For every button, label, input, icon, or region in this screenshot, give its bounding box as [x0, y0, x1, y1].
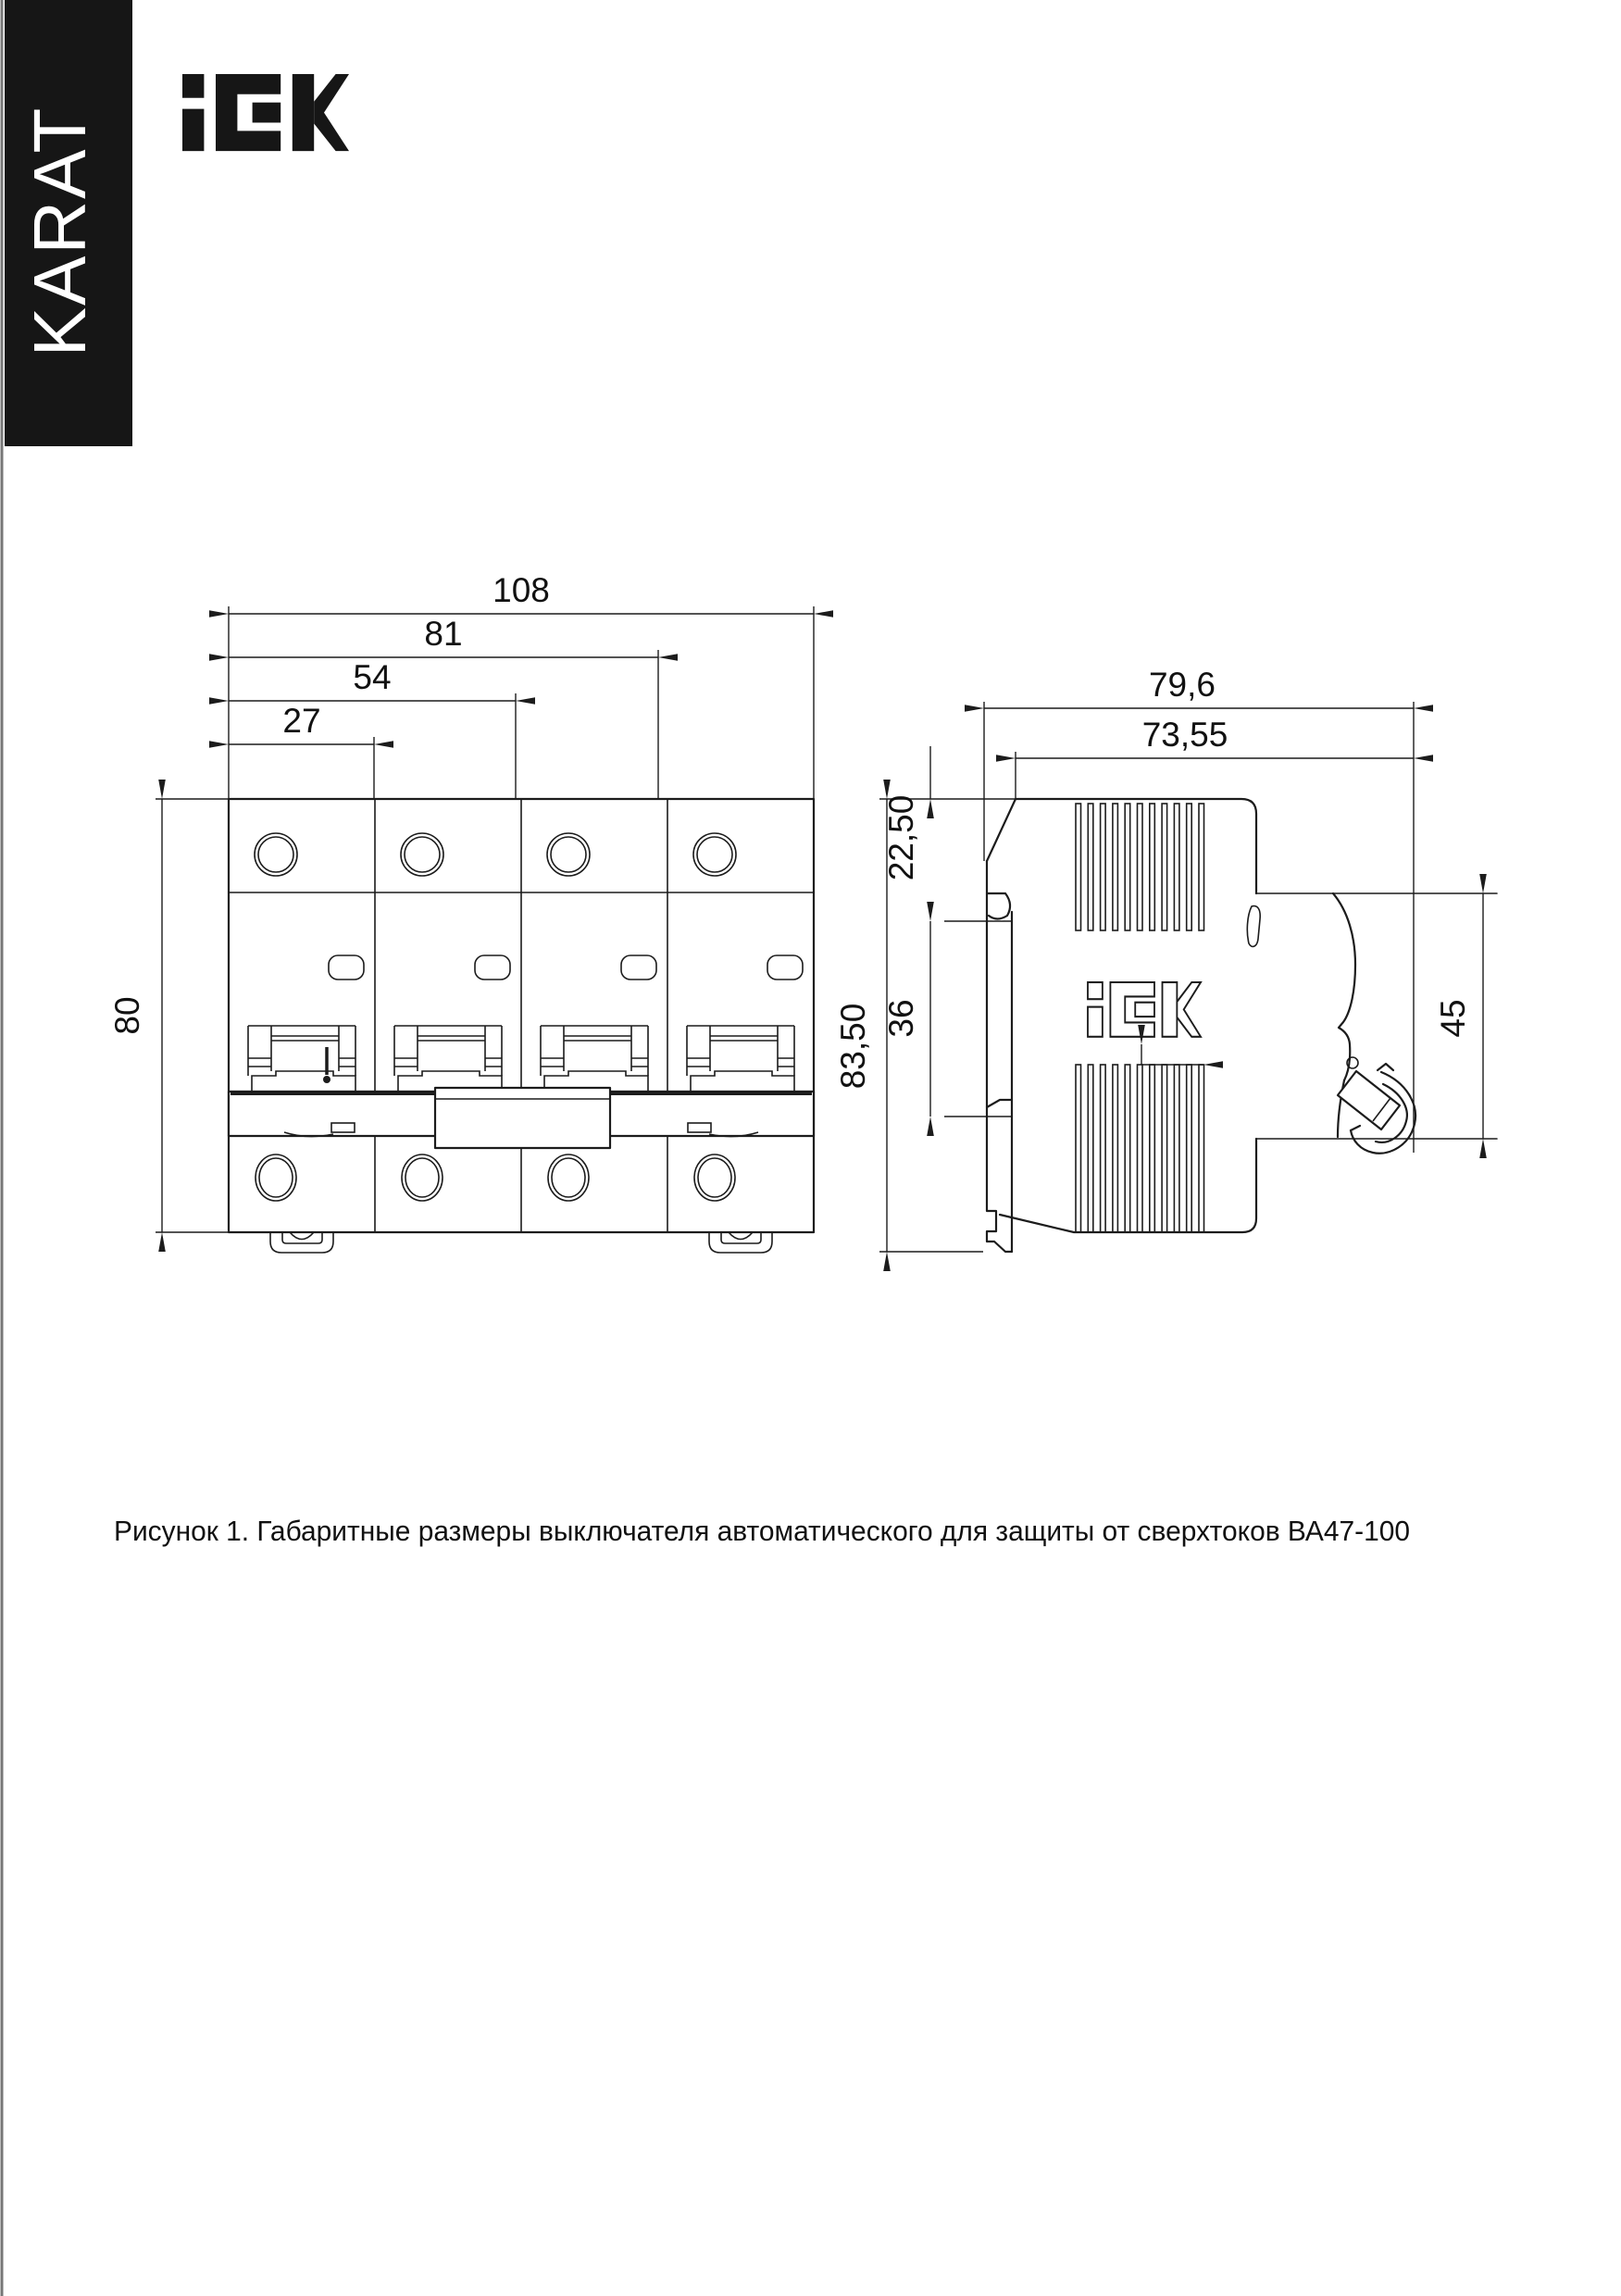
dim-side-front-height: 45: [1434, 999, 1472, 1038]
dim-side-din-section: 36: [882, 999, 920, 1038]
dim-front-width-54: 54: [353, 658, 392, 696]
dim-side-height-total: 83,50: [834, 1003, 872, 1090]
karat-banner: [5, 0, 132, 446]
tie-bar-center-block: [435, 1088, 610, 1148]
dim-front-width-81: 81: [424, 615, 463, 653]
dim-side-depth-body: 73,55: [1141, 716, 1228, 754]
karat-label: KARAT: [19, 106, 101, 357]
dim-front-height: 80: [108, 996, 146, 1035]
figure-caption: Рисунок 1. Габаритные размеры выключателя автоматического для защиты от сверхтоков ВА47-100: [114, 1515, 1410, 1547]
dim-side-top-section: 22,50: [882, 794, 920, 881]
dim-front-width-27: 27: [282, 702, 321, 740]
dim-front-width-total: 108: [493, 571, 550, 609]
dim-side-depth-total: 79,6: [1148, 666, 1216, 704]
